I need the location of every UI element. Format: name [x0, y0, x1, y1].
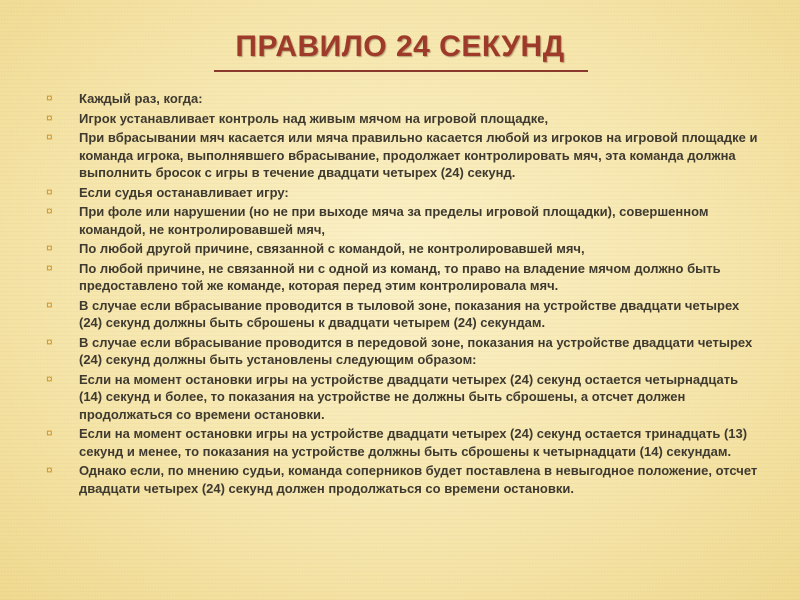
list-item-text: По любой причине, не связанной ни с одной из команд, то право на владение мячом должно быть предоставлено той же команде, которая перед этим контролировала мяч.: [79, 260, 721, 293]
list-item: [44, 240, 764, 258]
list-item: [44, 90, 764, 108]
list-item-text: Игрок устанавливает контроль над живым мячом на игровой площадке,: [79, 110, 549, 126]
list-item-text: В случае если вбрасывание проводится в тыловой зоне, показания на устройстве двадцати четырех (24) секунд должны быть сброшены к двадцати четырем (24) секундам.: [79, 297, 740, 330]
list-item-text: Если на момент остановки игры на устройстве двадцати четырех (24) секунд остается тринадцать (13) секунд и менее, то показания на устройстве должны быть сброшены к четырнадцати (14) секундам.: [79, 426, 748, 459]
list-item: [44, 462, 764, 497]
list-item: [44, 129, 764, 182]
bullet-icon: ¤: [46, 371, 53, 386]
list-item-text: Если на момент остановки игры на устройстве двадцати четырех (24) секунд остается четырнадцать (14) секунд и более, то показания на устройстве не должны быть сброшены, а отсчет должен продолжаться со времени остановки.: [79, 371, 739, 422]
list-item-text: Если судья останавливает игру:: [79, 184, 289, 200]
bullet-icon: ¤: [46, 110, 53, 125]
list-item-text: При вбрасывании мяч касается или мяча правильно касается любой из игроков на игровой площадке и команда игрока, выполнявшего вбрасывание, продолжает контролировать мяч, эта команда должна выполнить бросок с игры в течение двадцати четырех (24) секунд.: [79, 130, 758, 180]
bullet-icon: ¤: [46, 130, 53, 144]
bullet-icon: ¤: [46, 260, 53, 275]
bullet-icon: ¤: [46, 204, 53, 218]
list-item: [44, 371, 764, 424]
slide-title: ПРАВИЛО 24 СЕКУНД: [235, 30, 565, 63]
bullet-icon: ¤: [46, 426, 53, 440]
list-item-text: В случае если вбрасывание проводится в передовой зоне, показания на устройстве двадцати четырех (24) секунд должны быть установлены следующим образом:: [79, 334, 753, 367]
bullet-icon: ¤: [46, 184, 53, 199]
title-underline: [214, 70, 588, 72]
bullet-icon: ¤: [46, 91, 53, 105]
list-item-text: Однако если, по мнению судьи, команда соперников будет поставлена в невыгодное положение, отсчет двадцати четырех (24) секунд должен продолжаться со времени остановки.: [79, 463, 758, 496]
bullet-icon: ¤: [46, 241, 53, 255]
list-item: [44, 334, 764, 369]
list-item: [44, 203, 764, 238]
bullet-icon: ¤: [46, 463, 53, 477]
bullet-icon: ¤: [46, 334, 53, 349]
list-item: [44, 110, 764, 128]
bullet-list: [44, 90, 764, 499]
list-item-text: По любой другой причине, связанной с командой, не контролировавшей мяч,: [79, 241, 585, 256]
list-item: [44, 184, 764, 202]
bullet-icon: ¤: [46, 297, 53, 312]
list-item-text: Каждый раз, когда:: [79, 91, 203, 106]
list-item: [44, 260, 764, 295]
list-item: [44, 297, 764, 332]
list-item: [44, 425, 764, 460]
list-item-text: При фоле или нарушении (но не при выходе мяча за пределы игровой площадки), совершенном командой, не контролировавшей мяч,: [79, 204, 709, 237]
